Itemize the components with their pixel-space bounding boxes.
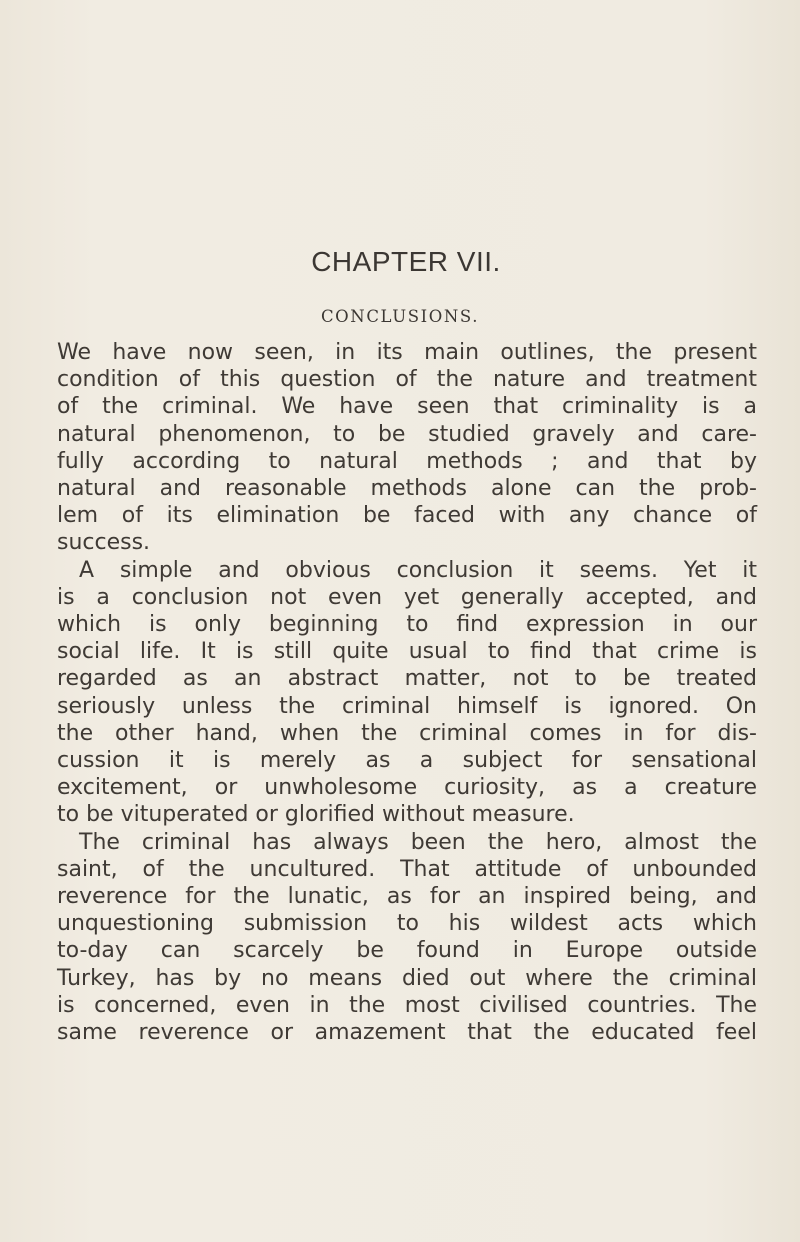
- text-line: social life. It is still quite usual to find that crime is: [57, 639, 757, 665]
- chapter-heading: CHAPTER VII.: [311, 246, 501, 277]
- text-line: to-day can scarcely be found in Europe outside: [57, 938, 757, 964]
- text-line: same reverence or amazement that the educated feel: [57, 1020, 757, 1046]
- text-line: unquestioning submission to his wildest acts which: [57, 911, 757, 937]
- text-line: cussion it is merely as a subject for sensational: [57, 748, 757, 774]
- paragraph-2: [57, 557, 757, 829]
- text-line: reverence for the lunatic, as for an inspired being, and: [57, 884, 757, 910]
- text-line: fully according to natural methods ; and that by: [57, 448, 757, 474]
- text-line: of the criminal. We have seen that criminality is a: [57, 394, 757, 420]
- text-line: the other hand, when the criminal comes in for dis-: [57, 720, 757, 746]
- paragraph-3: [57, 829, 757, 1047]
- body-text: [57, 339, 757, 1046]
- text-line: saint, of the uncultured. That attitude of unbounded: [57, 856, 757, 882]
- text-line: We have now seen, in its main outlines, the present: [57, 340, 757, 365]
- text-line: seriously unless the criminal himself is ignored. On: [57, 693, 757, 719]
- text-line: is a conclusion not even yet generally accepted, and: [57, 584, 757, 610]
- text-line: natural phenomenon, to be studied gravely and care-: [57, 421, 757, 447]
- text-line: natural and reasonable methods alone can the prob-: [57, 476, 757, 502]
- text-line: A simple and obvious conclusion it seems. Yet it: [79, 557, 757, 583]
- text-line: which is only beginning to find expression in our: [57, 612, 757, 638]
- chapter-title: CONCLUSIONS.: [320, 307, 480, 326]
- text-line: regarded as an abstract matter, not to be treated: [57, 666, 757, 692]
- text-line: success.: [57, 530, 151, 556]
- text-line: Turkey, has by no means died out where the criminal: [57, 965, 757, 991]
- text-line: is concerned, even in the most civilised countries. The: [57, 992, 757, 1018]
- paragraph-1: [57, 339, 757, 557]
- text-line: to be vituperated or glorified without measure.: [57, 802, 575, 828]
- text-line: The criminal has always been the hero, almost the: [79, 829, 757, 855]
- text-line: excitement, or unwholesome curiosity, as a creature: [57, 775, 757, 801]
- text-line: lem of its elimination be faced with any chance of: [57, 503, 757, 529]
- text-line: condition of this question of the nature and treatment: [57, 367, 757, 393]
